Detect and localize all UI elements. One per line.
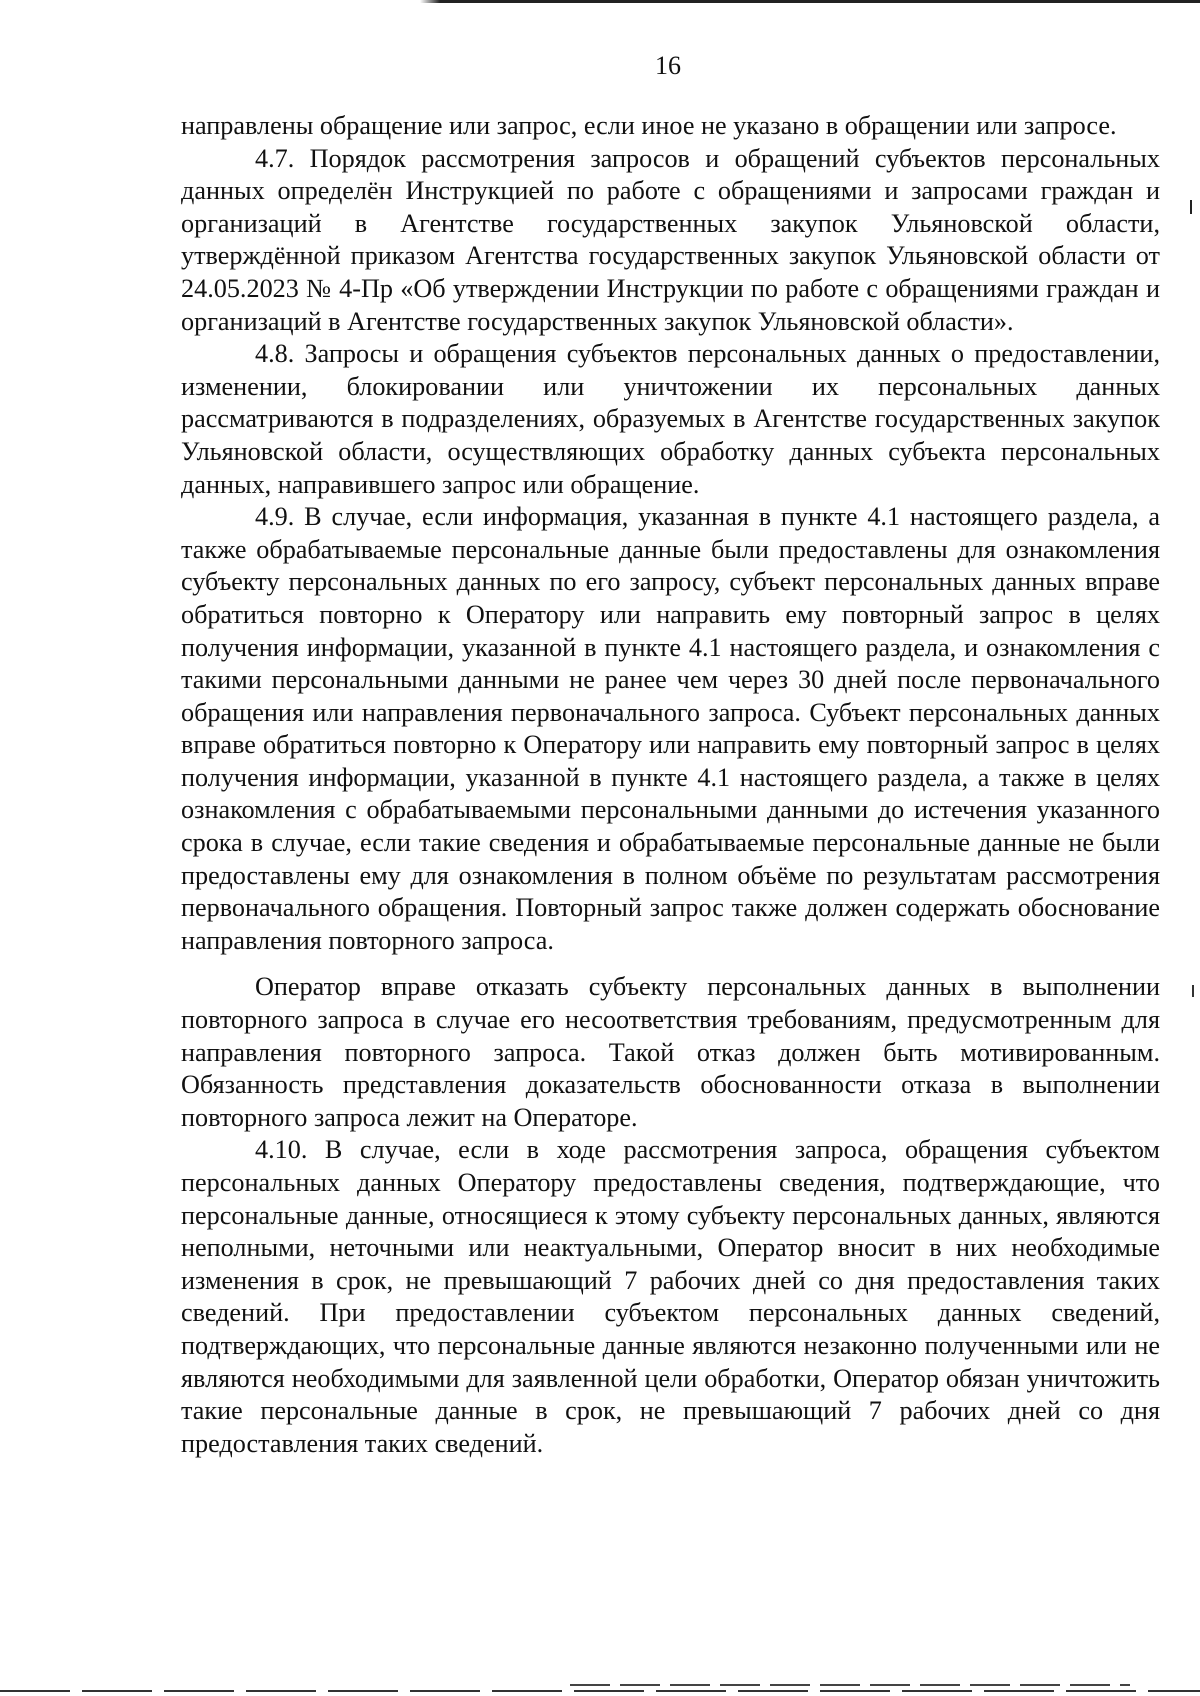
document-body	[181, 110, 1160, 1460]
paragraph-4-8: 4.8. Запросы и обращения субъектов персональных данных о предоставлении, изменении, блокировании или уничтожении их персональных данных рассматриваются в подразделениях, образуемых в Агентстве государственных закупок Ульяновской области, осуществляющих обработку данных субъекта персональных данных, направившего запрос или обращение.	[181, 339, 1160, 499]
paragraph-4-10: 4.10. В случае, если в ходе рассмотрения запроса, обращения субъектом персональных данных Оператору предоставлены сведения, подтверждающие, что персональные данные, относящиеся к этому субъекту персональных данных, являются неполными, неточными или неактуальными, Оператор вносит в них необходимые изменения в срок, не превышающий 7 рабочих дней со дня предоставления таких сведений. При предоставлении субъектом персональных данных сведений, подтверждающих, что персональные данные являются незаконно полученными или не являются необходимыми для заявленной цели обработки, Оператор обязан уничтожить такие персональные данные в срок, не превышающий 7 рабочих дней со дня предоставления таких сведений.	[181, 1135, 1160, 1458]
scan-edge-top	[0, 0, 1200, 3]
scan-edge-bottom	[0, 1690, 1200, 1692]
paragraph-4-9: 4.9. В случае, если информация, указанная в пункте 4.1 настоящего раздела, а также обрабатываемые персональные данные были предоставлены для ознакомления субъекту персональных данных по его запросу, субъект персональных данных вправе обратиться повторно к Оператору или направить ему повторный запрос в целях получения информации, указанной в пункте 4.1 настоящего раздела, и ознакомления с такими персональными данными не ранее чем через 30 дней после первоначального обращения или направления первоначального запроса. Субъект персональных данных вправе обратиться повторно к Оператору или направить ему повторный запрос в целях получения информации, указанной в пункте 4.1 настоящего раздела, а также в целях ознакомления с обрабатываемыми персональными данными до истечения указанного срока в случае, если такие сведения и обрабатываемые персональные данные не были предоставлены ему для ознакомления в полном объёме по результатам рассмотрения первоначального обращения. Повторный запрос также должен содержать обоснование направления повторного запроса.	[181, 502, 1160, 955]
paragraph-continuation: направлены обращение или запрос, если иное не указано в обращении или запросе.	[181, 111, 1117, 140]
page-number: 16	[655, 51, 681, 80]
scan-mark	[1190, 200, 1192, 214]
paragraph-4-7: 4.7. Порядок рассмотрения запросов и обращений субъектов персональных данных определён Инструкцией по работе с обращениями и запросами граждан и организаций в Агентстве государственных закупок Ульяновской области, утверждённой приказом Агентства государственных закупок Ульяновской области от 24.05.2023 № 4-Пр «Об утверждении Инструкции по работе с обращениями граждан и организаций в Агентстве государственных закупок Ульяновской области».	[181, 143, 1160, 336]
scan-mark	[1192, 985, 1194, 997]
paragraph-operator-refusal: Оператор вправе отказать субъекту персональных данных в выполнении повторного запроса в случае его несоответствия требованиям, предусмотренным для направления повторного запроса. Такой отказ должен быть мотивированным. Обязанность представления доказательств обоснованности отказа в выполнении повторного запроса лежит на Операторе.	[181, 972, 1160, 1132]
scan-edge-bottom	[570, 1684, 1130, 1686]
